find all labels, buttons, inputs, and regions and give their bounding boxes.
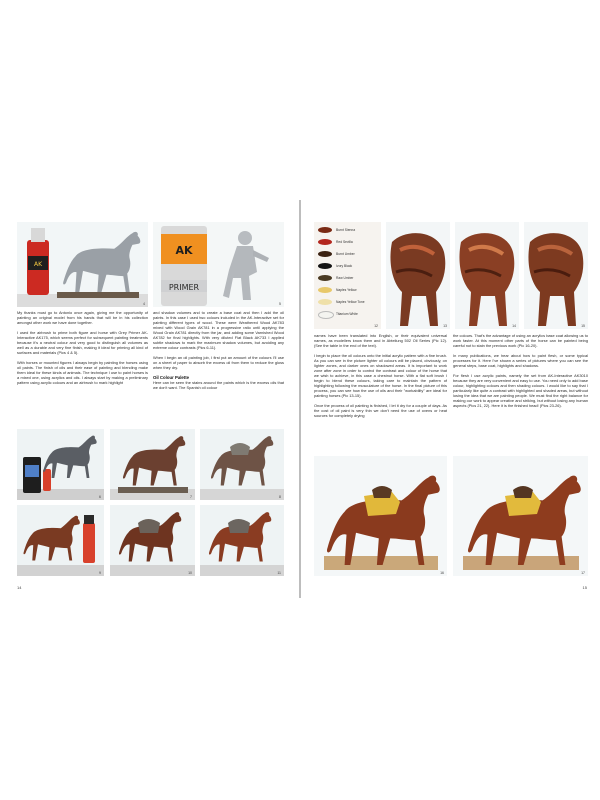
palette-item [318, 262, 381, 271]
paint-swatch [318, 311, 334, 319]
left-text-column-1 [17, 310, 148, 390]
horse-rear-photo [386, 222, 450, 329]
palette-item [318, 286, 381, 295]
horse-photo [200, 429, 284, 500]
paint-swatch [318, 299, 332, 305]
fig-16-number: 16 [440, 571, 444, 575]
palette-item [318, 238, 381, 247]
page-number-left: 14 [17, 585, 22, 590]
paint-name: Burnt Sienna [336, 228, 356, 232]
horse-photo [200, 505, 284, 576]
palette-item [318, 250, 381, 259]
fig-8-number: 8 [279, 495, 281, 499]
paint-name: Naples Yellow [336, 288, 357, 292]
fig-14-number: 14 [512, 324, 516, 328]
primed-rider-illustration [153, 222, 284, 307]
right-text-column-1 [314, 333, 447, 423]
paint-swatch [318, 287, 332, 293]
fig-13-number: 13 [443, 324, 447, 328]
fig-6-number: 6 [99, 495, 101, 499]
horse-photo [110, 505, 195, 576]
finished-horse-photo [314, 456, 447, 576]
paint-swatch [318, 251, 332, 257]
photo-oil-horse-2 [110, 429, 195, 500]
svg-text:AK: AK [175, 244, 193, 257]
paint-name: Raw Umber [336, 276, 354, 280]
palette-item [318, 310, 381, 319]
paragraph: the colours. That's the advantage of using an acrylics base coat allowing us to work faster. At this moment other parts of the horse can be painted being careful not to stain the previous work (Pic 16-20). [453, 333, 588, 348]
paragraph: and shadow volumes and to create a base coat and then I add the oil paints. In this case I used two colours included in the AK-Interactive set for painting different types of wood. These were Weathered Wood AK783 mixed with Wood Grain AK781 in a progressive ratio until applying the Wood Grain AK781 directly from the jar, and adding some Varnished Wood AK782 for final highlights. With very diluted Flat Black AK733 I applied subtle shadows to mark the maximum shadow volumes, but avoiding any extreme colour contrasts (Pics 6-11). [153, 310, 284, 350]
paragraph: Here can be seen the stains around the paints which is the excess oils that we don't want. The Spanish oil colour [153, 380, 284, 390]
paragraph: names have been translated into English, or their equivalent universal names, as modellers know them and in Abteilung 502 Oil Series (Pic 12). (See the table in the end of the text). [314, 333, 447, 348]
horse-photo [17, 505, 104, 576]
fig-9-number: 9 [99, 571, 101, 575]
left-page [0, 200, 299, 598]
photo-horse-rear-1 [386, 222, 450, 329]
fig-4-number: 4 [143, 302, 145, 306]
paint-name: Titanium White [336, 312, 358, 316]
photo-finished-horse-2 [453, 456, 588, 576]
photo-horse-rear-3 [524, 222, 588, 329]
paint-swatch [318, 239, 332, 245]
horse-rear-photo [455, 222, 519, 329]
photo-oil-palette [314, 222, 381, 329]
photo-horse-rear-2 [455, 222, 519, 329]
photo-finished-horse-1 [314, 456, 447, 576]
paragraph: I used the airbrush to prime both figure and horse with Grey Primer AK-Interactive AK175, which seems perfect for subsequent painting treatments because it's a neutral colour and very good to distinguish all volumes as well as a durable and very fine finish, making it ideal for priming all kind of surfaces and materials (Pics 4 & 5). [17, 330, 148, 355]
fig-15-number: 15 [581, 324, 585, 328]
palette-item [318, 298, 381, 307]
magazine-spread [0, 200, 600, 598]
fig-5-number: 5 [279, 302, 281, 306]
paint-name: Naples Yellow Tone [336, 300, 365, 304]
fig-12-number: 12 [374, 324, 378, 328]
photo-oil-horse-1 [17, 429, 104, 500]
horse-photo [110, 429, 195, 500]
paint-name: Burnt Umber [336, 252, 355, 256]
fig-10-number: 10 [188, 571, 192, 575]
section-heading: Oil Colour Palette [153, 375, 190, 380]
paragraph: I begin to place the oil colours onto the initial acrylic pattern with a fine brush. As you can see in the picture lighter oil colours will be placed, obviously, on lighter zones, and darker ones on shadowed areas. It is important to work zone after zone in order to control the contrast and colour of the horse that we wish to achieve, in this case a chestnut horse. With a flat soft brush I begin to blend these colours, taking care to maintain the pattern of highlighting following the musculature of the horse. In the final picture of this process, you can see how the use of oils and their "workability" are ideal for painting horses (Pic 13-15). [314, 353, 447, 398]
primed-horse-illustration [17, 222, 148, 307]
paint-swatch [318, 275, 332, 281]
photo-oil-horse-5 [110, 505, 195, 576]
paint-swatch [318, 227, 332, 233]
paragraph: When I begin an oil painting job, I first put an amount of the colours I'll use on a sheet of paper to absorb the excess oil from them to reduce the gloss when they dry. [153, 355, 284, 370]
finished-horse-photo [453, 456, 588, 576]
photo-oil-horse-4 [17, 505, 104, 576]
fig-7-number: 7 [190, 495, 192, 499]
paint-swatch [318, 263, 332, 269]
paragraph: For flesh I use acrylic paints, namely the set from AK-Interactive AK3010 because they are very convenient and easy to use. You need only to add base colour, highlighting colours and then shading colours. I would like to say that I particularly like quite a contrast with highlighted and shaded areas, but without losing the idea that we are painting people. We must find the right balance for making our work to appear creative and striking, but without losing any human aspects (Pics 21, 22). Here it is the finished head! (Pics 23-26). [453, 373, 588, 408]
paragraph: In many publications, we hear about how to paint flesh, or some typical processes for it. Here I've shown a series of pictures where you can see the general steps, base coat, highlights and shadows. [453, 353, 588, 368]
photo-primed-rider [153, 222, 284, 307]
horse-photo [17, 429, 104, 500]
paint-name: Red Sevilla [336, 240, 353, 244]
paragraph: Once the process of oil painting is finished, I let it dry for a couple of days. As the cost of oil paint is very thin we don't need the use of ovens or heat sources for completely drying [314, 403, 447, 418]
left-text-column-2 [153, 310, 284, 395]
paragraph: With horses or mounted figures I always begin by painting the horses using oil paints. The finish of oils and their ease of painting and blending make them ideal for these kinds of animals. The technique I use to paint horses is a mixed one, using acrylics and oils. I always start by making a preliminary pattern using acrylic colours and an airbrush to mark highlight [17, 360, 148, 385]
svg-text:PRIMER: PRIMER [168, 283, 200, 292]
photo-oil-horse-3 [200, 429, 284, 500]
palette-item [318, 274, 381, 283]
fig-17-number: 17 [581, 571, 585, 575]
fig-11-number: 11 [277, 571, 281, 575]
paint-name: Ivory Black [336, 264, 353, 268]
right-page [301, 200, 600, 598]
photo-primed-horse [17, 222, 148, 307]
page-number-right: 15 [582, 585, 587, 590]
horse-rear-photo [524, 222, 588, 329]
photo-oil-horse-6 [200, 505, 284, 576]
palette-item [318, 226, 381, 235]
svg-text:AK: AK [33, 261, 43, 268]
right-text-column-2 [453, 333, 588, 413]
paragraph: My thanks must go to Antonio once again, giving me the opportunity of painting an original model from his hands that will be in his collection amongst other work we have done together. [17, 310, 148, 325]
